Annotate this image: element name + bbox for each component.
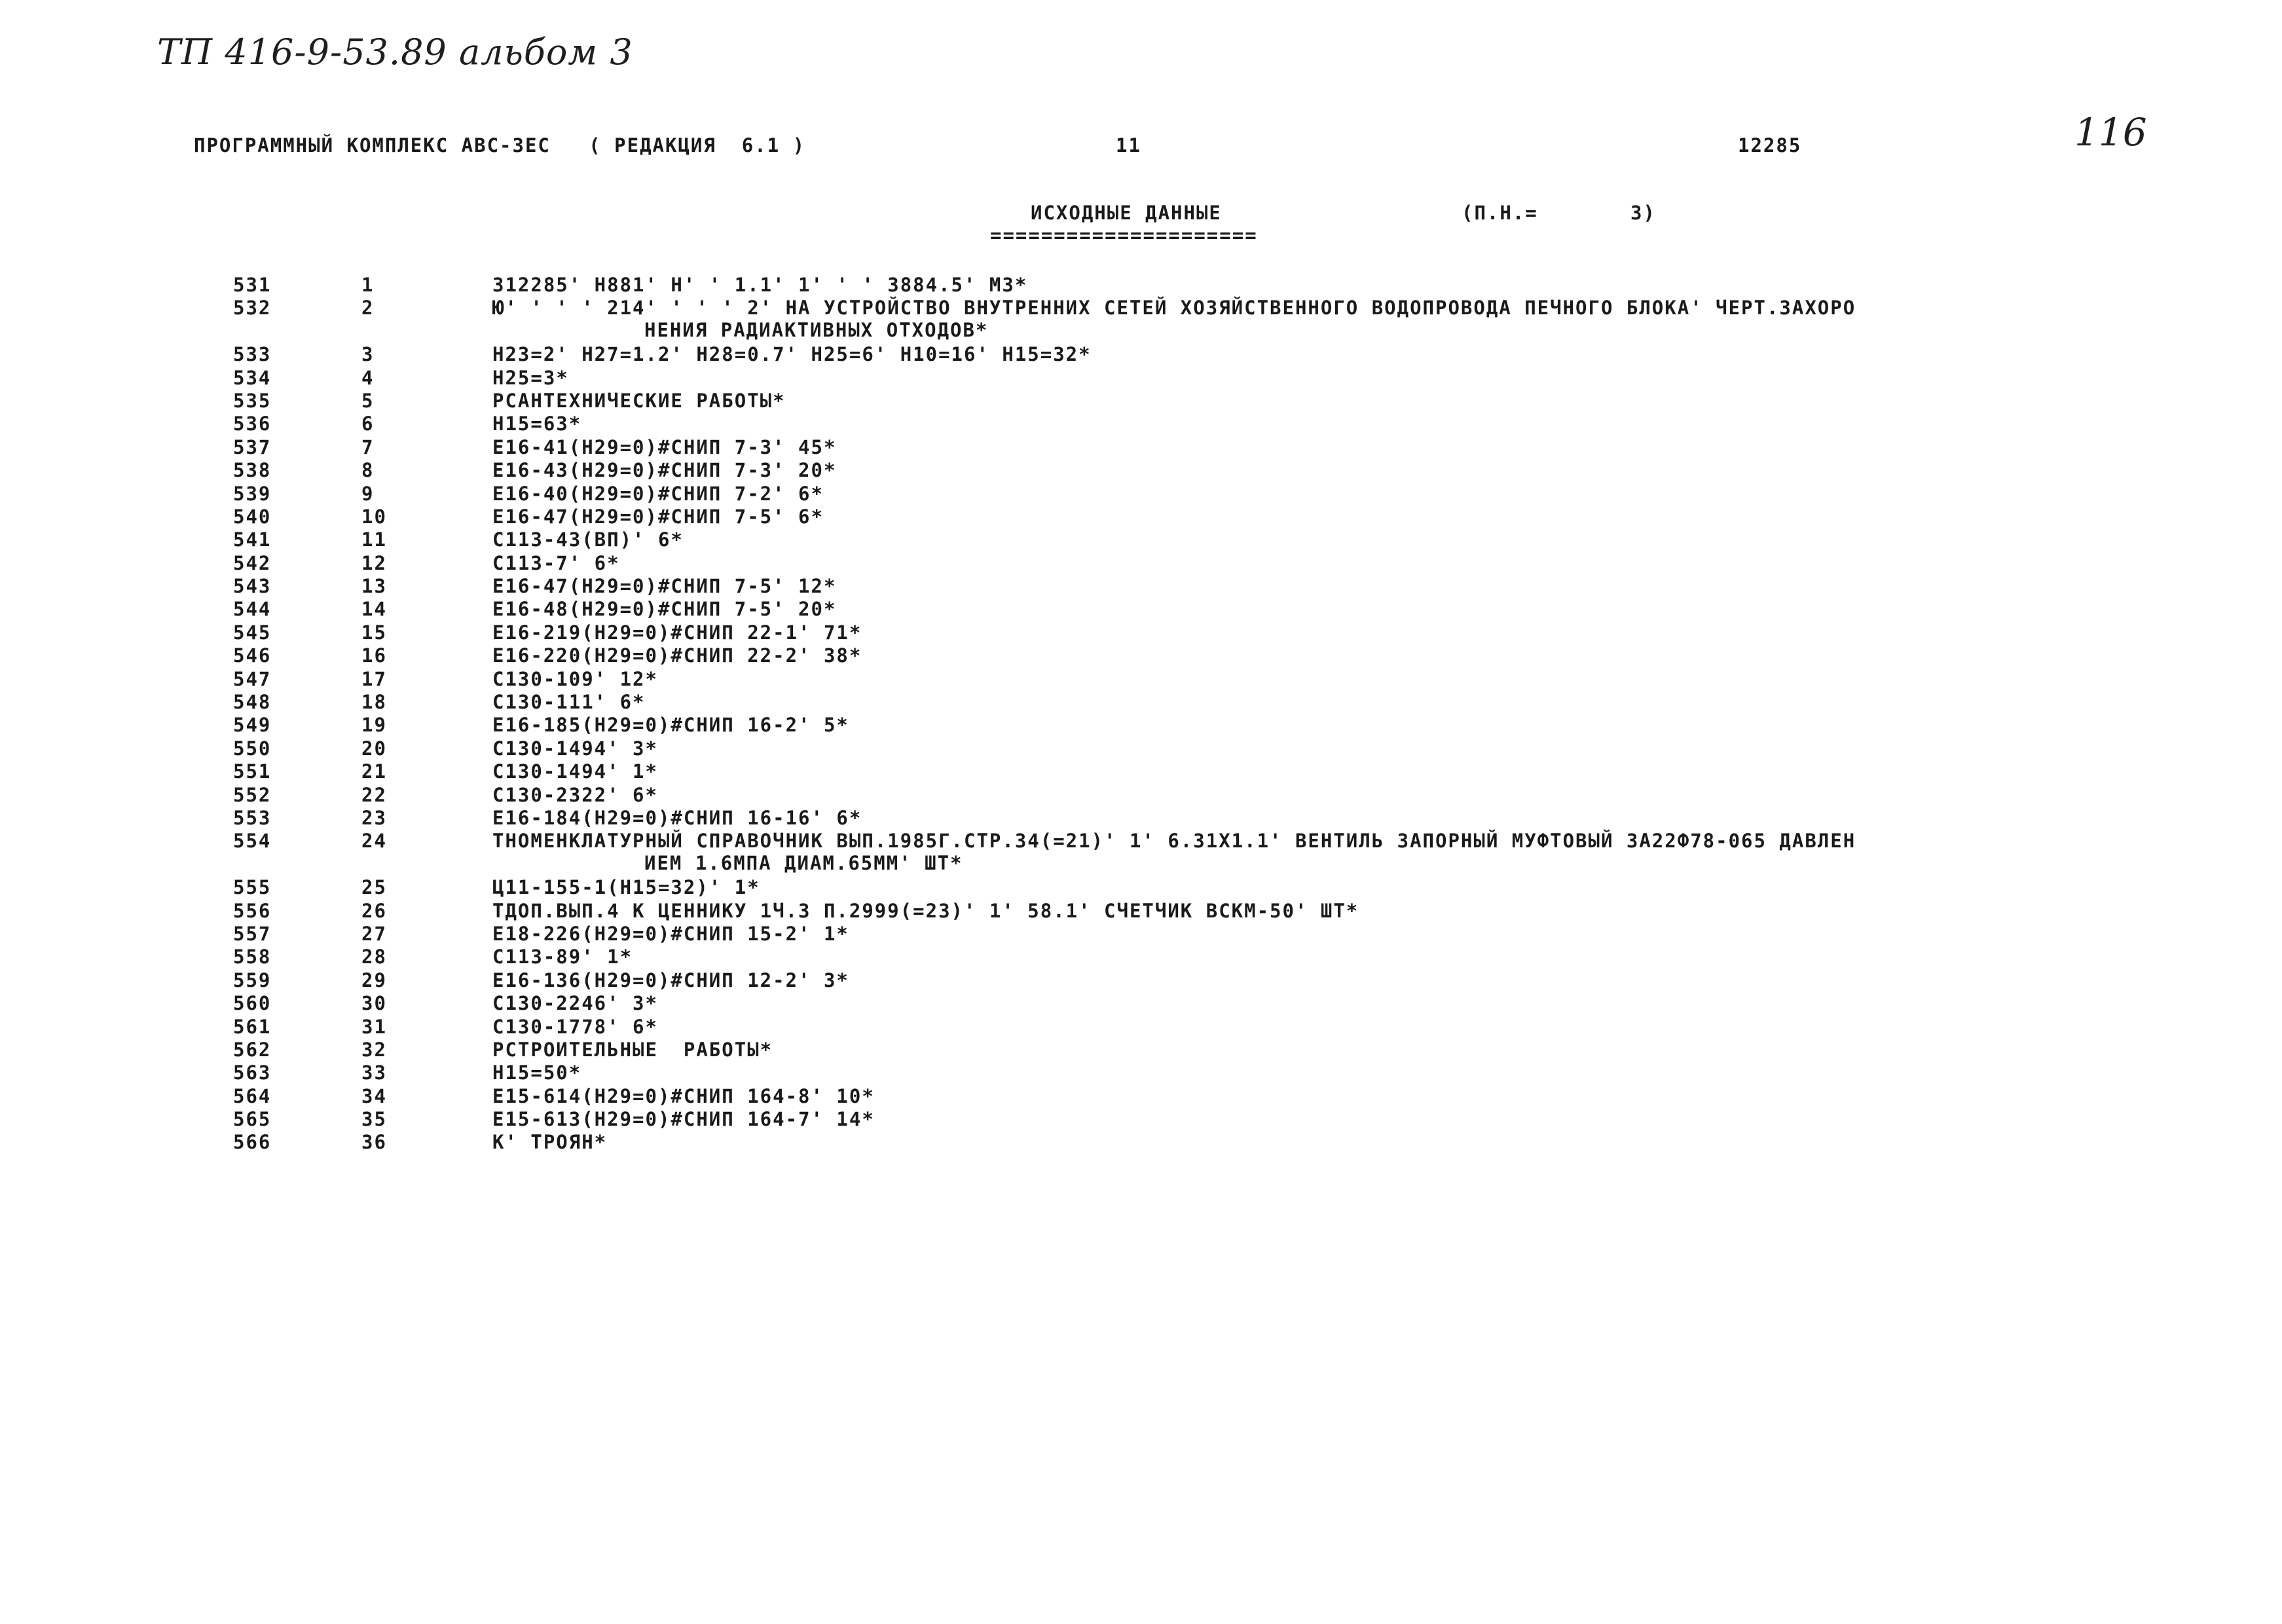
- row-text-line: Ю' ' ' ' 214' ' ' ' 2' НА УСТРОЙСТВО ВНУТРЕННИХ СЕТЕЙ ХОЗЯЙСТВЕННОГО ВОДОПРОВОДА ПЕЧНОГО БЛОКА' ЧЕРТ.ЗАХОРО: [492, 297, 1856, 320]
- row-text: [492, 946, 2031, 968]
- row-absolute-number: 532: [233, 297, 272, 320]
- listing-row: [0, 807, 2282, 830]
- row-text-line: ТНОМЕНКЛАТУРНЫЙ СПРАВОЧНИК ВЫП.1985Г.СТР.34(=21)' 1' 6.31Х1.1' ВЕНТИЛЬ ЗАПОРНЫЙ МУФТОВЫЙ 3А22Ф78-065 ДАВЛЕН: [492, 830, 1856, 853]
- input-data-listing: [0, 274, 2282, 1154]
- row-absolute-number: 554: [233, 830, 272, 853]
- row-text-line: РСТРОИТЕЛЬНЫЕ РАБОТЫ*: [492, 1038, 773, 1061]
- row-absolute-number: 531: [233, 274, 272, 296]
- row-text: [492, 1108, 2031, 1130]
- row-text-line: С113-43(ВП)' 6*: [492, 528, 684, 551]
- printout-page-number: 11: [1116, 134, 1141, 157]
- row-absolute-number: 544: [233, 598, 272, 621]
- listing-row: [0, 274, 2282, 297]
- row-absolute-number: 561: [233, 1015, 272, 1038]
- row-text-line: Е16-43(Н29=0)#СНИП 7-3' 20*: [492, 459, 837, 482]
- row-line-number: 6: [361, 413, 375, 435]
- row-text-line: Е15-614(Н29=0)#СНИП 164-8' 10*: [492, 1084, 875, 1107]
- listing-row: [0, 598, 2282, 621]
- listing-row: [0, 297, 2282, 343]
- row-line-number: 7: [361, 435, 375, 458]
- row-text: [492, 784, 2031, 806]
- row-absolute-number: 550: [233, 737, 272, 760]
- row-text: [492, 297, 2031, 341]
- row-text-line: Е16-136(Н29=0)#СНИП 12-2' 3*: [492, 969, 849, 991]
- row-text-line: С130-1778' 6*: [492, 1015, 658, 1038]
- row-line-number: 19: [361, 714, 387, 737]
- row-absolute-number: 539: [233, 482, 272, 505]
- row-text: [492, 969, 2031, 991]
- row-absolute-number: 543: [233, 575, 272, 598]
- row-line-number: 8: [361, 459, 375, 482]
- row-text-line: Е16-220(Н29=0)#СНИП 22-2' 38*: [492, 644, 862, 667]
- row-line-number: 16: [361, 644, 387, 667]
- listing-row: [0, 390, 2282, 413]
- row-text: [492, 528, 2031, 551]
- listing-row: [0, 1061, 2282, 1084]
- row-text-line: Е15-613(Н29=0)#СНИП 164-7' 14*: [492, 1108, 875, 1131]
- row-text-continuation: ИЕМ 1.6МПА ДИАМ.65ММ' ШТ*: [644, 852, 963, 875]
- row-text-line: Ц11-155-1(Н15=32)' 1*: [492, 876, 760, 899]
- row-absolute-number: 549: [233, 714, 272, 737]
- row-absolute-number: 557: [233, 922, 272, 945]
- listing-row: [0, 644, 2282, 667]
- row-line-number: 12: [361, 551, 387, 574]
- row-text: [492, 621, 2031, 644]
- listing-row: [0, 1039, 2282, 1061]
- handwritten-page-number: 116: [2074, 110, 2147, 155]
- row-text: [492, 668, 2031, 690]
- row-text-line: С130-111' 6*: [492, 691, 646, 714]
- row-line-number: 14: [361, 598, 387, 621]
- row-text: [492, 367, 2031, 389]
- row-text: [492, 552, 2031, 574]
- document-code: 12285: [1738, 134, 1802, 157]
- row-line-number: 25: [361, 876, 387, 899]
- row-line-number: 13: [361, 575, 387, 598]
- row-line-number: 23: [361, 807, 387, 829]
- row-text-line: РСАНТЕХНИЧЕСКИЕ РАБОТЫ*: [492, 389, 786, 412]
- row-text-line: Е16-47(Н29=0)#СНИП 7-5' 12*: [492, 575, 837, 598]
- row-text-line: Е18-226(Н29=0)#СНИП 15-2' 1*: [492, 922, 849, 945]
- listing-row: [0, 575, 2282, 598]
- row-absolute-number: 535: [233, 389, 272, 412]
- listing-row: [0, 830, 2282, 876]
- row-absolute-number: 555: [233, 876, 272, 899]
- section-title-underline: =====================: [990, 224, 1258, 246]
- handwritten-stamp: ТП 416-9-53.89 альбом 3: [157, 31, 633, 73]
- row-text-line: С130-1494' 3*: [492, 737, 658, 760]
- row-text-line: ТДОП.ВЫП.4 К ЦЕННИКУ 1Ч.3 П.2999(=23)' 1' 58.1' СЧЕТЧИК ВСКМ-50' ШТ*: [492, 899, 1359, 922]
- row-absolute-number: 553: [233, 807, 272, 829]
- pn-label: (П.Н.=: [1462, 202, 1538, 224]
- listing-row: [0, 900, 2282, 923]
- section-title: ИСХОДНЫЕ ДАННЫЕ: [1031, 202, 1222, 224]
- row-text-continuation: НЕНИЯ РАДИАКТИВНЫХ ОТХОДОВ*: [644, 319, 989, 342]
- row-line-number: 11: [361, 528, 387, 551]
- row-absolute-number: 545: [233, 621, 272, 644]
- listing-row: [0, 506, 2282, 528]
- row-text: [492, 598, 2031, 620]
- row-text-line: С130-109' 12*: [492, 667, 658, 690]
- row-text: [492, 714, 2031, 736]
- row-absolute-number: 556: [233, 899, 272, 922]
- row-absolute-number: 560: [233, 992, 272, 1015]
- listing-row: [0, 1016, 2282, 1039]
- row-absolute-number: 533: [233, 343, 272, 366]
- row-text-line: 312285' Н881' Н' ' 1.1' 1' ' ' 3884.5' М3*: [492, 274, 1028, 296]
- row-text-line: Н15=50*: [492, 1061, 582, 1084]
- row-line-number: 36: [361, 1131, 387, 1154]
- row-line-number: 3: [361, 343, 375, 366]
- row-text: [492, 436, 2031, 458]
- row-text-line: Е16-40(Н29=0)#СНИП 7-2' 6*: [492, 482, 824, 505]
- row-text: [492, 343, 2031, 365]
- pn-value: 3): [1630, 202, 1656, 224]
- row-absolute-number: 537: [233, 435, 272, 458]
- row-text: [492, 1061, 2031, 1084]
- listing-row: [0, 459, 2282, 482]
- row-line-number: 20: [361, 737, 387, 760]
- row-absolute-number: 563: [233, 1061, 272, 1084]
- listing-row: [0, 714, 2282, 737]
- listing-row: [0, 923, 2282, 946]
- listing-row: [0, 343, 2282, 366]
- row-line-number: 27: [361, 922, 387, 945]
- row-absolute-number: 564: [233, 1084, 272, 1107]
- row-text: [492, 575, 2031, 597]
- row-text-line: Е16-219(Н29=0)#СНИП 22-1' 71*: [492, 621, 862, 644]
- row-line-number: 9: [361, 482, 375, 505]
- row-text: [492, 506, 2031, 528]
- row-line-number: 18: [361, 691, 387, 714]
- row-line-number: 17: [361, 667, 387, 690]
- row-text: [492, 483, 2031, 505]
- row-text: [492, 459, 2031, 481]
- row-line-number: 35: [361, 1108, 387, 1131]
- row-line-number: 2: [361, 297, 375, 320]
- listing-row: [0, 969, 2282, 992]
- listing-row: [0, 413, 2282, 435]
- row-absolute-number: 536: [233, 413, 272, 435]
- program-header: ПРОГРАММНЫЙ КОМПЛЕКС АВС-3ЕС ( РЕДАКЦИЯ 6.1 ): [194, 134, 806, 157]
- row-text-line: С130-2246' 3*: [492, 992, 658, 1015]
- row-line-number: 33: [361, 1061, 387, 1084]
- listing-row: [0, 367, 2282, 390]
- row-text: [492, 900, 2031, 922]
- row-absolute-number: 534: [233, 366, 272, 389]
- row-text-line: Н15=63*: [492, 413, 582, 435]
- row-line-number: 31: [361, 1015, 387, 1038]
- row-text-line: С113-89' 1*: [492, 946, 633, 969]
- listing-row: [0, 436, 2282, 459]
- row-line-number: 10: [361, 505, 387, 528]
- listing-row: [0, 784, 2282, 807]
- row-absolute-number: 547: [233, 667, 272, 690]
- row-absolute-number: 552: [233, 783, 272, 806]
- row-text: [492, 1039, 2031, 1061]
- row-absolute-number: 562: [233, 1038, 272, 1061]
- row-absolute-number: 551: [233, 760, 272, 783]
- row-text: [492, 274, 2031, 296]
- row-text-line: Е16-48(Н29=0)#СНИП 7-5' 20*: [492, 598, 837, 621]
- row-text: [492, 1131, 2031, 1153]
- listing-row: [0, 483, 2282, 506]
- row-line-number: 4: [361, 366, 375, 389]
- row-line-number: 29: [361, 969, 387, 991]
- row-text-line: С113-7' 6*: [492, 551, 620, 574]
- row-text: [492, 992, 2031, 1014]
- row-text: [492, 1016, 2031, 1038]
- listing-row: [0, 668, 2282, 691]
- row-line-number: 21: [361, 760, 387, 783]
- row-absolute-number: 546: [233, 644, 272, 667]
- listing-row: [0, 621, 2282, 644]
- listing-row: [0, 552, 2282, 575]
- row-absolute-number: 541: [233, 528, 272, 551]
- row-text: [492, 807, 2031, 829]
- listing-row: [0, 1108, 2282, 1131]
- row-text: [492, 390, 2031, 412]
- row-text-line: Е16-184(Н29=0)#СНИП 16-16' 6*: [492, 807, 862, 829]
- row-text: [492, 644, 2031, 667]
- row-line-number: 34: [361, 1084, 387, 1107]
- row-text: [492, 1085, 2031, 1107]
- listing-row: [0, 737, 2282, 760]
- row-text: [492, 760, 2031, 783]
- row-text-line: К' ТРОЯН*: [492, 1131, 608, 1154]
- row-line-number: 26: [361, 899, 387, 922]
- row-absolute-number: 542: [233, 551, 272, 574]
- row-absolute-number: 540: [233, 505, 272, 528]
- listing-row: [0, 876, 2282, 899]
- row-text-line: Е16-185(Н29=0)#СНИП 16-2' 5*: [492, 714, 849, 737]
- listing-row: [0, 691, 2282, 714]
- row-text-line: Е16-47(Н29=0)#СНИП 7-5' 6*: [492, 505, 824, 528]
- row-absolute-number: 565: [233, 1108, 272, 1131]
- row-text-line: С130-1494' 1*: [492, 760, 658, 783]
- row-line-number: 1: [361, 274, 375, 296]
- row-text-line: Н25=3*: [492, 366, 569, 389]
- listing-row: [0, 760, 2282, 783]
- listing-row: [0, 1085, 2282, 1108]
- listing-row: [0, 1131, 2282, 1154]
- row-text-line: Н23=2' Н27=1.2' Н28=0.7' Н25=6' Н10=16' Н15=32*: [492, 343, 1092, 366]
- row-line-number: 32: [361, 1038, 387, 1061]
- row-absolute-number: 558: [233, 946, 272, 969]
- listing-row: [0, 992, 2282, 1015]
- row-absolute-number: 566: [233, 1131, 272, 1154]
- row-text: [492, 691, 2031, 713]
- listing-row: [0, 528, 2282, 551]
- row-text: [492, 876, 2031, 898]
- row-absolute-number: 559: [233, 969, 272, 991]
- row-line-number: 28: [361, 946, 387, 969]
- row-text: [492, 830, 2031, 874]
- row-text-line: Е16-41(Н29=0)#СНИП 7-3' 45*: [492, 435, 837, 458]
- row-line-number: 15: [361, 621, 387, 644]
- row-line-number: 22: [361, 783, 387, 806]
- row-line-number: 24: [361, 830, 387, 853]
- row-text: [492, 413, 2031, 435]
- row-absolute-number: 538: [233, 459, 272, 482]
- row-line-number: 30: [361, 992, 387, 1015]
- row-absolute-number: 548: [233, 691, 272, 714]
- row-text: [492, 923, 2031, 945]
- row-line-number: 5: [361, 389, 375, 412]
- row-text-line: С130-2322' 6*: [492, 783, 658, 806]
- row-text: [492, 737, 2031, 760]
- listing-row: [0, 946, 2282, 969]
